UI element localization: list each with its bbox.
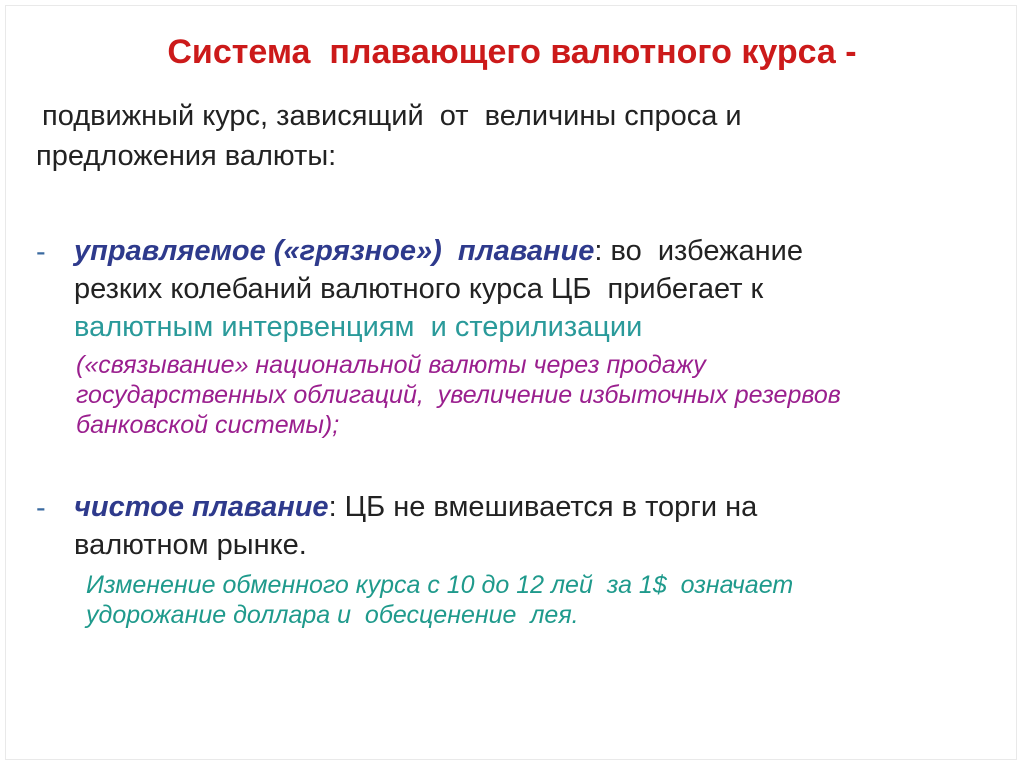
bullet-body [74, 488, 976, 630]
note-line-1: («связывание» национальной валюты через продажу [76, 351, 706, 379]
note-line-3: банковской системы); [76, 411, 340, 439]
bullet-line-1 [74, 232, 976, 270]
bullet-clean-floating [36, 488, 976, 630]
bullet-line-1 [74, 488, 976, 526]
bullet-dash: - [36, 236, 46, 268]
slide-title: Система плавающего валютного курса - [167, 33, 857, 71]
bullet-note [74, 350, 976, 440]
intro-line-1: подвижный курс, зависящий от величины спроса и [42, 100, 742, 132]
note-line-2: удорожание доллара и обесценение лея. [86, 601, 579, 629]
term-managed-floating: управляемое («грязное») плавание [74, 235, 595, 267]
bullet-body [74, 232, 976, 440]
note-line-1: Изменение обменного курса с 10 до 12 лей за 1$ означает [86, 571, 794, 599]
term-definition-start: : во избежание [594, 235, 803, 267]
intro-line-2: предложения валюты: [36, 140, 337, 172]
bullet-dash: - [36, 492, 46, 524]
term-definition-start: : ЦБ не вмешивается в торги на [328, 491, 758, 523]
bullet-line-2: резких колебаний валютного курса ЦБ прибегает к [74, 273, 764, 305]
bullet-managed-floating [36, 232, 976, 440]
bullet-line-2: валютном рынке. [74, 529, 307, 561]
note-line-2: государственных облигаций, увеличение избыточных резервов [76, 381, 841, 409]
term-clean-floating: чистое плавание [74, 491, 329, 523]
bullet-line-3: валютным интервенциям и стерилизации [74, 311, 643, 343]
bullet-example-note [74, 570, 976, 630]
intro-paragraph [36, 96, 936, 176]
